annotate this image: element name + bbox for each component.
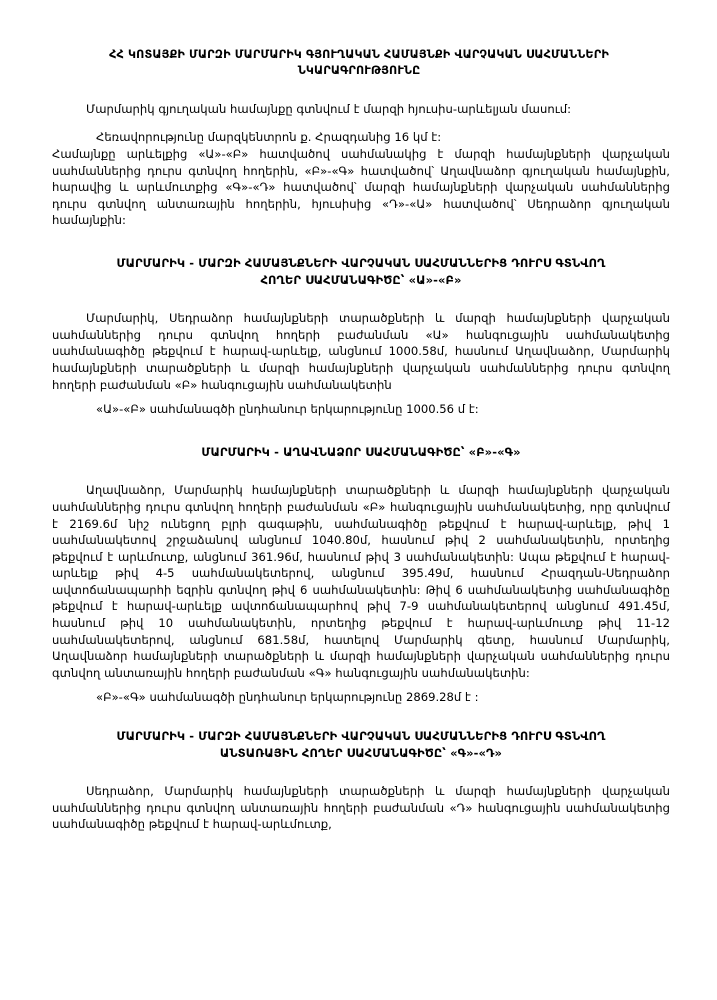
- section-heading-ab: [56, 255, 666, 288]
- spacer: [52, 79, 670, 101]
- spacer: [52, 288, 670, 310]
- spacer: [52, 460, 670, 482]
- section-heading-gd-line-2: ԱՆՏԱՌԱՅԻՆ ՀՈՂԵՐ ՍԱՀՄԱՆԱԳԻԾԸ՝ «Գ»-«Դ»: [219, 745, 503, 760]
- spacer: [52, 393, 670, 401]
- document-title: [54, 47, 664, 79]
- section-body-ab: Մարմարիկ, Սեդրաձոր համայնքների տարածքների և մարզի համայնքների վարչական սահմաններից դուրս գտնվող հողերի բաժանման «Ա» հանգուցային սահմանակետից սահմանագիծը թեքվում է հարավ-արևելք, անցնում 1000.58մ, հասնում Աղավնաձոր, Մարմարիկ համայնքների տարածքների և մարզի համայնքների վարչական սահմաններից դուրս գտնվող հողերի բաժանման «Բ» հանգուցային սահմանակետին: [52, 311, 670, 392]
- spacer: [52, 418, 670, 444]
- document-title-line-2: ՆԿԱՐԱԳՐՈՒԹՅՈՒՆԸ: [297, 63, 421, 77]
- section-heading-gd: [56, 728, 666, 761]
- section-summary-bg: «Բ»-«Գ» սահմանագծի ընդհանուր երկարությունը 2869.28մ է :: [96, 690, 479, 705]
- section-heading-ab-line-2: ՀՈՂԵՐ ՍԱՀՄԱՆԱԳԻԾԸ՝ «Ա»-«Բ»: [260, 272, 462, 287]
- intro-paragraph-1: Մարմարիկ գյուղական համայնքը գտնվում է մարզի հյուսիս-արևելյան մասում:: [86, 101, 572, 116]
- section-heading-gd-line-1: ՄԱՐՄԱՐԻԿ - ՄԱՐԶԻ ՀԱՄԱՅՆՔՆԵՐԻ ՎԱՐՉԱԿԱՆ ՍԱՀՄԱՆՆԵՐԻՑ ԴՈՒՐՍ ԳՏՆՎՈՂ: [116, 728, 606, 743]
- document-title-line-1: ՀՀ ԿՈՏԱՅՔԻ ՄԱՐԶԻ ՄԱՐՄԱՐԻԿ ԳՅՈՒՂԱԿԱՆ ՀԱՄԱՅՆՔԻ ՎԱՐՉԱԿԱՆ ՍԱՀՄԱՆՆԵՐԻ: [109, 48, 609, 61]
- section-body-bg: Աղավնաձոր, Մարմարիկ համայնքների տարածքների և մարզի համայնքների վարչական սահմաններից դուրս գտնվող հողերի բաժանման «Բ» հանգուցային սահմանակետից, որը գտնվում է 2169.6մ նիշ ունեցող բլրի գագաթին, սահմանագիծը թեքվում է հարավ-արևելք, թիվ 1 սահմանակետով շրջաձանով անցնում 1040.80մ, հասնում թիվ 2 սահմանակետին, որտեղից թեքվում է արևմուտք, անցնում 361.96մ, հասնում թիվ 3 սահմանակետին: Ապա թեքվում է հարավ-արևելք թիվ 4-5 սահմանակետերով, անցնում 395.49մ, հասնում Հրազդան-Սեդրաձոր ավտոճանապարհի եզրին գտնվող թիվ 6 սահմանակետին: Թիվ 6 սահմանակետից սահմանագիծը թեքվում է հարավ-արևելք ավտոճանապարհով թիվ 7-9 սահմանակետերով անցնում 491.45մ, հասնում թիվ 10 սահմանակետին, որտեղից թեքվում է հարավ-արևմուտք թիվ 11-12 սահմանակետերով, անցնում 681.58մ, հատելով Մարմարիկ գետը, հասնում Մարմարիկ, Աղավնաձոր համայնքների տարածքների և մարզի համայնքների վարչական սահմաններից դուրս գտնվող անտառային հողերի բաժանման «Գ» հանգուցային սահմանակետին:: [52, 483, 670, 680]
- spacer: [52, 681, 670, 689]
- spacer: [52, 117, 670, 129]
- section-body-gd: Սեդրաձոր, Մարմարիկ համայնքների տարածքների և մարզի համայնքների վարչական սահմաններից դուրս գտնվող անտառային հողերի բաժանման «Դ» հանգուցային սահմանակետից սահմանագիծը թեքվում է հարավ-արևմուտք,: [52, 784, 670, 832]
- section-heading-bg-line-1: ՄԱՐՄԱՐԻԿ - ԱՂԱՎՆԱՁՈՐ ՍԱՀՄԱՆԱԳԻԾԸ՝ «Բ»-«Գ»: [201, 444, 521, 459]
- intro-paragraph-3: Համայնքը արևելքից «Ա»-«Բ» հատվածով սահմանակից է մարզի համայնքների վարչական սահմաններից դուրս գտնվող հողերին, «Բ»-«Գ» հատվածով՝ Աղավնաձոր գյուղական համայնքին, հարավից և արևմուտքից «Գ»-«Դ» հատվածով՝ մարզի համայնքների վարչական սահմաններից դուրս գտնվող անտառային հողերին, հյուսիսից «Դ»-«Ա» հատվածով՝ Սեդրաձոր գյուղական համայնքին:: [52, 146, 670, 228]
- section-summary-ab: «Ա»-«Բ» սահմանագծի ընդհանուր երկարությունը 1000.56 մ է:: [96, 402, 479, 417]
- spacer: [52, 229, 670, 255]
- spacer: [52, 706, 670, 728]
- section-heading-bg: [56, 444, 666, 461]
- intro-paragraph-2: Հեռավորությունը մարզկենտրոն ք. Հրազդանից 16 կմ է:: [96, 130, 442, 145]
- section-heading-ab-line-1: ՄԱՐՄԱՐԻԿ - ՄԱՐԶԻ ՀԱՄԱՅՆՔՆԵՐԻ ՎԱՐՉԱԿԱՆ ՍԱՀՄԱՆՆԵՐԻՑ ԴՈՒՐՍ ԳՏՆՎՈՂ: [116, 255, 606, 270]
- spacer: [52, 761, 670, 783]
